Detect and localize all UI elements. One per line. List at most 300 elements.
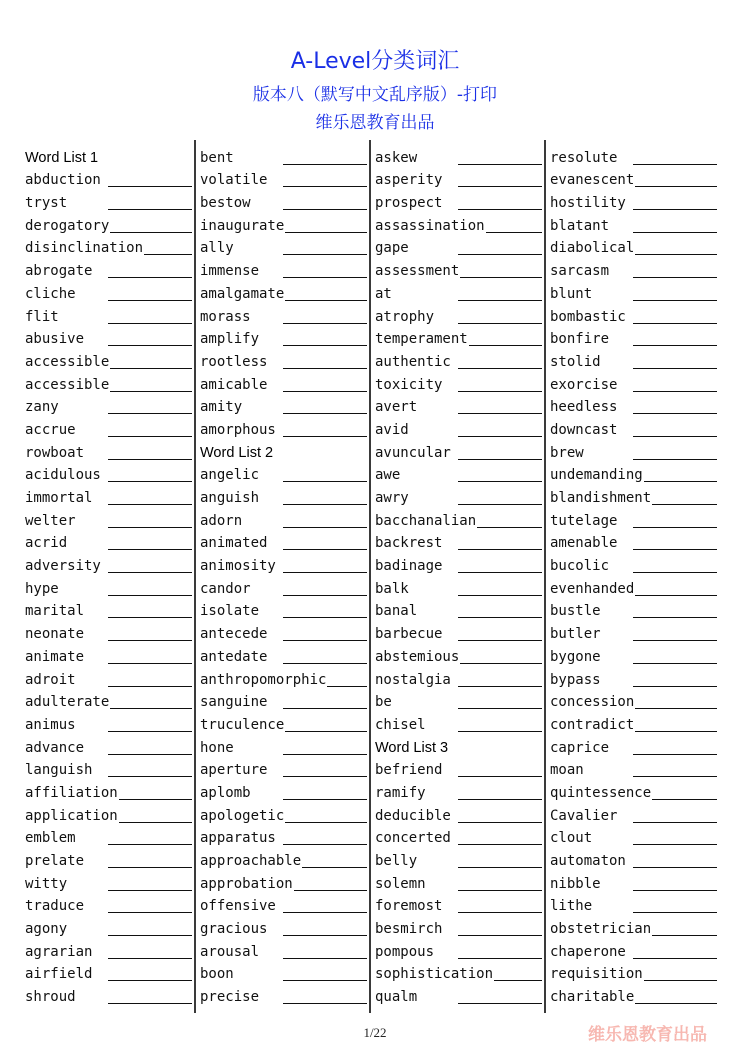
answer-blank — [458, 663, 542, 664]
answer-blank — [108, 640, 192, 641]
vocab-word: bacchanalian — [375, 512, 477, 529]
vocab-word: sanguine — [200, 694, 268, 711]
vocab-word: derogatory — [25, 217, 110, 234]
vocab-word: apparatus — [200, 830, 276, 847]
answer-blank — [633, 254, 717, 255]
vocab-row — [25, 304, 192, 327]
answer-blank — [458, 391, 542, 392]
vocab-word: airfield — [25, 966, 93, 983]
vocab-row — [25, 758, 192, 781]
vocab-row — [375, 712, 542, 735]
answer-blank — [283, 481, 367, 482]
answer-blank — [458, 867, 542, 868]
answer-blank — [108, 776, 192, 777]
answer-blank — [633, 663, 717, 664]
vocab-row — [550, 826, 717, 849]
answer-blank — [633, 844, 717, 845]
answer-blank — [108, 844, 192, 845]
vocab-word: concession — [550, 694, 635, 711]
vocab-word: blatant — [550, 217, 610, 234]
answer-blank — [633, 958, 717, 959]
vocab-row — [25, 508, 192, 531]
vocab-row — [25, 621, 192, 644]
vocab-row — [375, 349, 542, 372]
vocab-row — [550, 327, 717, 350]
vocab-row — [550, 531, 717, 554]
vocab-row — [200, 485, 367, 508]
vocab-word: badinage — [375, 558, 443, 575]
vocab-row — [375, 621, 542, 644]
answer-blank — [633, 572, 717, 573]
vocab-row — [375, 758, 542, 781]
vocab-row — [550, 553, 717, 576]
vocab-word: exorcise — [550, 376, 618, 393]
vocab-word: antedate — [200, 648, 268, 665]
vocab-row — [550, 417, 717, 440]
answer-blank — [283, 413, 367, 414]
vocab-row — [375, 939, 542, 962]
vocab-word: asperity — [375, 172, 443, 189]
vocab-row — [375, 190, 542, 213]
vocab-row — [200, 826, 367, 849]
answer-blank — [108, 912, 192, 913]
vocab-row — [375, 916, 542, 939]
answer-blank — [283, 436, 367, 437]
vocab-row — [25, 780, 192, 803]
vocab-word: abrogate — [25, 263, 93, 280]
word-list-heading: Word List 1 — [25, 149, 99, 166]
answer-blank — [458, 300, 542, 301]
vocab-row — [200, 916, 367, 939]
vocab-row — [25, 576, 192, 599]
answer-blank — [108, 754, 192, 755]
vocab-word: solemn — [375, 875, 426, 892]
vocab-row — [200, 871, 367, 894]
vocab-word: tutelage — [550, 512, 618, 529]
answer-blank — [283, 391, 367, 392]
answer-blank — [283, 731, 367, 732]
vocab-row — [200, 168, 367, 191]
vocab-row — [25, 213, 192, 236]
vocab-word: assassination — [375, 217, 485, 234]
vocab-row — [375, 485, 542, 508]
answer-blank — [633, 912, 717, 913]
vocab-row — [200, 395, 367, 418]
vocab-word: nibble — [550, 875, 601, 892]
vocab-row — [550, 735, 717, 758]
answer-blank — [283, 595, 367, 596]
vocab-word: bent — [200, 149, 234, 166]
answer-blank — [283, 617, 367, 618]
answer-blank — [458, 731, 542, 732]
vocab-word: anthropomorphic — [200, 671, 327, 688]
vocab-row — [25, 871, 192, 894]
answer-blank — [108, 413, 192, 414]
answer-blank — [108, 1003, 192, 1004]
word-list-heading-row — [25, 145, 192, 168]
vocab-row — [375, 395, 542, 418]
vocab-word: bestow — [200, 195, 251, 212]
vocab-word: precise — [200, 989, 260, 1006]
vocab-row — [25, 281, 192, 304]
answer-blank — [633, 345, 717, 346]
vocab-row — [25, 962, 192, 985]
answer-blank — [283, 912, 367, 913]
page-number: 1/22 — [363, 1025, 387, 1040]
vocab-row — [25, 599, 192, 622]
answer-blank — [283, 164, 367, 165]
vocab-row — [25, 395, 192, 418]
vocab-row — [25, 826, 192, 849]
answer-blank — [458, 958, 542, 959]
answer-blank — [458, 686, 542, 687]
vocab-row — [25, 440, 192, 463]
vocab-word: awe — [375, 467, 401, 484]
vocab-word: arousal — [200, 943, 260, 960]
vocab-row — [375, 213, 542, 236]
vocab-word: accessible — [25, 376, 110, 393]
answer-blank — [458, 164, 542, 165]
answer-blank — [633, 209, 717, 210]
vocab-word: balk — [375, 580, 409, 597]
vocab-word: caprice — [550, 739, 610, 756]
vocab-row — [25, 984, 192, 1007]
answer-blank — [633, 980, 717, 981]
vocab-word: immortal — [25, 490, 93, 506]
vocab-word: foremost — [375, 898, 443, 915]
vocab-word: deducible — [375, 807, 451, 824]
vocab-word: accessible — [25, 353, 110, 370]
vocab-row — [550, 463, 717, 486]
vocab-row — [550, 145, 717, 168]
vocab-word: heedless — [550, 399, 618, 416]
vocab-row — [200, 281, 367, 304]
vocab-word: diabolical — [550, 240, 635, 257]
answer-blank — [108, 504, 192, 505]
vocab-word: animated — [200, 535, 268, 552]
vocab-word: morass — [200, 308, 251, 325]
vocab-row — [200, 372, 367, 395]
vocab-word: evenhanded — [550, 580, 635, 597]
vocab-row — [25, 667, 192, 690]
vocab-word: adulterate — [25, 694, 110, 711]
document-title: A-Level分类词汇 — [290, 49, 460, 74]
answer-blank — [108, 980, 192, 981]
answer-blank — [633, 323, 717, 324]
vocab-row — [200, 304, 367, 327]
vocab-word: bypass — [550, 671, 601, 688]
vocab-row — [375, 145, 542, 168]
vocab-row — [550, 236, 717, 259]
answer-blank — [633, 549, 717, 550]
answer-blank — [283, 232, 367, 233]
answer-blank — [633, 232, 717, 233]
answer-blank — [283, 549, 367, 550]
vocab-row — [375, 894, 542, 917]
vocab-row — [200, 735, 367, 758]
answer-blank — [458, 912, 542, 913]
vocab-word: belly — [375, 853, 418, 869]
vocab-row — [200, 213, 367, 236]
answer-blank — [458, 595, 542, 596]
vocab-word: askew — [375, 149, 418, 166]
vocab-row — [25, 690, 192, 713]
answer-blank — [108, 663, 192, 664]
vocab-row — [375, 803, 542, 826]
answer-blank — [283, 300, 367, 301]
vocab-row — [550, 621, 717, 644]
vocab-word: amity — [200, 399, 243, 416]
answer-blank — [283, 799, 367, 800]
vocab-word: aperture — [200, 762, 268, 779]
answer-blank — [108, 368, 192, 369]
answer-blank — [458, 822, 542, 823]
vocab-word: rowboat — [25, 444, 85, 461]
vocab-row — [375, 531, 542, 554]
answer-blank — [633, 300, 717, 301]
vocab-word: ally — [200, 240, 234, 257]
vocab-word: adversity — [25, 558, 101, 575]
answer-blank — [458, 708, 542, 709]
vocab-word: awry — [375, 490, 409, 506]
vocab-word: blunt — [550, 285, 593, 302]
vocab-row — [550, 848, 717, 871]
vocab-row — [375, 168, 542, 191]
vocab-word: antecede — [200, 626, 268, 643]
answer-blank — [283, 209, 367, 210]
vocab-row — [550, 690, 717, 713]
vocab-word: shroud — [25, 989, 76, 1006]
vocab-word: boon — [200, 966, 234, 983]
vocab-word: amicable — [200, 376, 268, 393]
answer-blank — [108, 731, 192, 732]
vocab-word: obstetrician — [550, 921, 652, 938]
answer-blank — [633, 186, 717, 187]
vocab-word: disinclination — [25, 240, 144, 257]
vocab-row — [550, 667, 717, 690]
vocab-word: resolute — [550, 149, 618, 166]
vocab-row — [200, 690, 367, 713]
answer-blank — [458, 459, 542, 460]
vocab-row — [25, 417, 192, 440]
answer-blank — [458, 799, 542, 800]
vocab-row — [375, 848, 542, 871]
vocab-word: quintessence — [550, 784, 652, 801]
vocab-row — [200, 712, 367, 735]
vocab-row — [375, 690, 542, 713]
answer-blank — [283, 890, 367, 891]
vocab-word: apologetic — [200, 807, 285, 824]
vocab-row — [200, 190, 367, 213]
answer-blank — [458, 481, 542, 482]
vocab-word: gape — [375, 240, 409, 257]
answer-blank — [108, 345, 192, 346]
answer-blank — [458, 368, 542, 369]
vocab-row — [200, 258, 367, 281]
answer-blank — [108, 323, 192, 324]
vocab-word: lithe — [550, 898, 593, 915]
vocab-word: evanescent — [550, 172, 635, 189]
vocab-row — [200, 236, 367, 259]
answer-blank — [458, 436, 542, 437]
answer-blank — [108, 549, 192, 550]
vocab-word: temperament — [375, 331, 468, 348]
answer-blank — [283, 368, 367, 369]
vocab-word: application — [25, 807, 118, 824]
vocab-row — [375, 463, 542, 486]
vocab-word: approachable — [200, 853, 302, 869]
column-divider — [369, 140, 371, 1013]
vocab-row — [550, 644, 717, 667]
answer-blank — [458, 640, 542, 641]
answer-blank — [283, 663, 367, 664]
vocab-row — [550, 984, 717, 1007]
answer-blank — [283, 277, 367, 278]
vocab-word: accrue — [25, 421, 76, 438]
vocab-row — [550, 508, 717, 531]
answer-blank — [108, 935, 192, 936]
vocab-row — [200, 803, 367, 826]
vocab-row — [375, 667, 542, 690]
vocab-row — [200, 576, 367, 599]
vocab-row — [200, 758, 367, 781]
answer-blank — [283, 345, 367, 346]
vocab-row — [200, 349, 367, 372]
vocab-word: prelate — [25, 853, 85, 869]
answer-blank — [633, 277, 717, 278]
answer-blank — [458, 844, 542, 845]
vocab-row — [200, 621, 367, 644]
answer-blank — [458, 254, 542, 255]
answer-blank — [283, 1003, 367, 1004]
word-column-4 — [550, 145, 717, 1007]
vocab-row — [375, 644, 542, 667]
vocab-word: at — [375, 285, 392, 302]
vocab-row — [200, 780, 367, 803]
vocab-row — [25, 712, 192, 735]
vocab-word: downcast — [550, 421, 618, 438]
answer-blank — [458, 323, 542, 324]
vocab-word: anguish — [200, 490, 260, 506]
vocab-word: truculence — [200, 716, 285, 733]
answer-blank — [283, 980, 367, 981]
vocab-row — [550, 190, 717, 213]
answer-blank — [108, 459, 192, 460]
vocab-word: amalgamate — [200, 285, 285, 302]
vocab-word: avid — [375, 421, 409, 438]
vocab-row — [200, 984, 367, 1007]
vocab-word: immense — [200, 263, 260, 280]
answer-blank — [283, 754, 367, 755]
vocab-word: agony — [25, 921, 68, 938]
answer-blank — [458, 345, 542, 346]
vocab-word: sophistication — [375, 966, 494, 983]
vocab-word: pompous — [375, 943, 435, 960]
answer-blank — [108, 708, 192, 709]
vocab-row — [550, 939, 717, 962]
vocab-row — [550, 372, 717, 395]
answer-blank — [108, 186, 192, 187]
vocab-word: chaperone — [550, 943, 626, 960]
vocab-word: besmirch — [375, 921, 443, 938]
vocab-row — [200, 553, 367, 576]
vocab-word: authentic — [375, 353, 451, 370]
answer-blank — [458, 617, 542, 618]
vocab-word: traduce — [25, 898, 85, 915]
answer-blank — [633, 754, 717, 755]
vocab-row — [375, 962, 542, 985]
vocab-word: abduction — [25, 172, 101, 189]
vocab-word: hone — [200, 739, 234, 756]
vocab-word: atrophy — [375, 308, 435, 325]
vocab-row — [550, 485, 717, 508]
vocab-row — [200, 894, 367, 917]
vocab-row — [550, 213, 717, 236]
vocab-word: neonate — [25, 626, 85, 643]
vocab-word: animosity — [200, 558, 276, 575]
vocab-row — [25, 939, 192, 962]
vocab-word: rootless — [200, 353, 268, 370]
vocab-word: emblem — [25, 830, 76, 847]
answer-blank — [633, 867, 717, 868]
answer-blank — [283, 254, 367, 255]
answer-blank — [108, 300, 192, 301]
vocab-word: charitable — [550, 989, 635, 1006]
vocab-word: barbecue — [375, 626, 443, 643]
vocab-word: aplomb — [200, 784, 251, 801]
vocab-row — [200, 848, 367, 871]
answer-blank — [283, 776, 367, 777]
vocab-word: approbation — [200, 875, 293, 892]
answer-blank — [633, 776, 717, 777]
vocab-word: amorphous — [200, 421, 276, 438]
answer-blank — [108, 436, 192, 437]
vocab-row — [200, 327, 367, 350]
vocab-word: welter — [25, 512, 76, 529]
answer-blank — [283, 323, 367, 324]
answer-blank — [633, 890, 717, 891]
vocab-row — [375, 508, 542, 531]
answer-blank — [633, 595, 717, 596]
vocab-word: avert — [375, 399, 418, 416]
vocab-row — [25, 372, 192, 395]
vocab-row — [375, 576, 542, 599]
answer-blank — [458, 890, 542, 891]
answer-blank — [108, 391, 192, 392]
answer-blank — [108, 686, 192, 687]
vocab-word: assessment — [375, 263, 460, 280]
answer-blank — [633, 459, 717, 460]
watermark-logo: 维乐恩教育出品 — [588, 1025, 707, 1045]
answer-blank — [633, 731, 717, 732]
vocab-word: affiliation — [25, 784, 118, 801]
answer-blank — [283, 708, 367, 709]
vocab-row — [550, 712, 717, 735]
vocab-word: bygone — [550, 648, 601, 665]
answer-blank — [108, 822, 192, 823]
vocab-word: contradict — [550, 716, 635, 733]
vocab-row — [25, 485, 192, 508]
vocab-word: requisition — [550, 966, 643, 983]
vocab-word: bombastic — [550, 308, 626, 325]
vocab-word: toxicity — [375, 376, 443, 393]
vocab-word: inaugurate — [200, 217, 285, 234]
vocab-row — [200, 531, 367, 554]
vocab-row — [25, 644, 192, 667]
vocab-word: gracious — [200, 921, 268, 938]
vocab-word: qualm — [375, 989, 418, 1006]
vocab-row — [550, 395, 717, 418]
